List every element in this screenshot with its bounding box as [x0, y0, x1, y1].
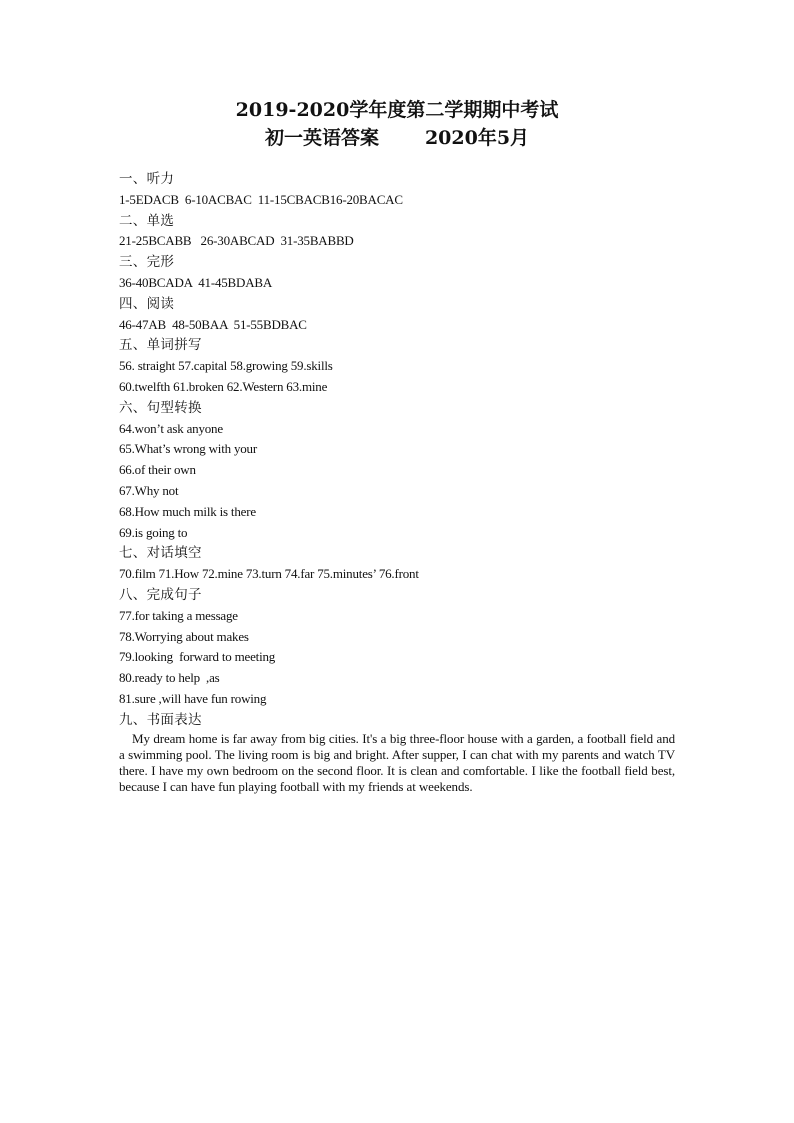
title-date: 2020年5月	[424, 127, 530, 149]
section-heading: 七、对话填空	[119, 545, 202, 562]
answer-line: 78.Worrying about makes	[119, 628, 249, 644]
answer-line: 81.sure ,will have fun rowing	[119, 690, 267, 706]
section-cloze	[119, 252, 675, 294]
answer-line: 67.Why not	[119, 482, 179, 498]
answer-line: 21-25BCABB 26-30ABCAD 31-35BABBD	[119, 233, 354, 249]
section-dialogue-fill	[119, 543, 675, 585]
section-heading: 六、句型转换	[119, 399, 202, 416]
answer-line: 36-40BCADA 41-45BDABA	[119, 274, 273, 290]
answer-line: 79.looking forward to meeting	[119, 649, 276, 665]
title-line-subject	[0, 124, 794, 152]
section-spelling	[119, 335, 675, 397]
section-heading: 八、完成句子	[119, 586, 202, 603]
section-heading: 五、单词拼写	[119, 337, 202, 354]
answer-line: 68.How much milk is there	[119, 503, 256, 519]
section-sentence-completion	[119, 585, 675, 710]
answer-line: 46-47AB 48-50BAA 51-55BDBAC	[119, 316, 307, 332]
answer-line: 65.What’s wrong with your	[119, 441, 257, 457]
section-reading	[119, 294, 675, 336]
answer-content	[119, 169, 675, 795]
section-single-choice	[119, 211, 675, 253]
answer-line: 80.ready to help ,as	[119, 670, 220, 686]
answer-line: 70.film 71.How 72.mine 73.turn 74.far 75.minutes’ 76.front	[119, 566, 419, 582]
section-heading: 二、单选	[119, 212, 175, 229]
section-heading: 一、听力	[119, 171, 175, 187]
section-writing	[119, 710, 675, 795]
section-heading: 九、书面表达	[119, 711, 202, 728]
title-line-exam: 2019-2020学年度第二学期期中考试	[235, 99, 559, 121]
answer-line: 69.is going to	[119, 524, 188, 540]
document-title	[0, 96, 794, 152]
answer-line: 1-5EDACB 6-10ACBAC 11-15CBACB16-20BACAC	[119, 191, 403, 207]
answer-line: 66.of their own	[119, 462, 196, 478]
answer-line: 56. straight 57.capital 58.growing 59.skills	[119, 358, 333, 374]
section-sentence-transformation	[119, 398, 675, 544]
section-heading: 三、完形	[119, 254, 175, 271]
answer-line: 77.for taking a message	[119, 607, 238, 623]
section-listening	[119, 169, 675, 211]
answer-line: 60.twelfth 61.broken 62.Western 63.mine	[119, 378, 328, 394]
answer-line: 64.won’t ask anyone	[119, 420, 223, 436]
essay-paragraph: My dream home is far away from big cities. It's a big three-floor house with a garden, a football field and a swimming pool. The living room is big and bright. After supper, I can chat with my parents and watch TV there. I have my own bedroom on the second floor. It is clean and comfortable. I like the football field best, because I can have fun playing football with my friends at weekends.	[119, 730, 675, 794]
title-subject: 初一英语答案	[264, 127, 379, 149]
section-heading: 四、阅读	[119, 295, 175, 312]
